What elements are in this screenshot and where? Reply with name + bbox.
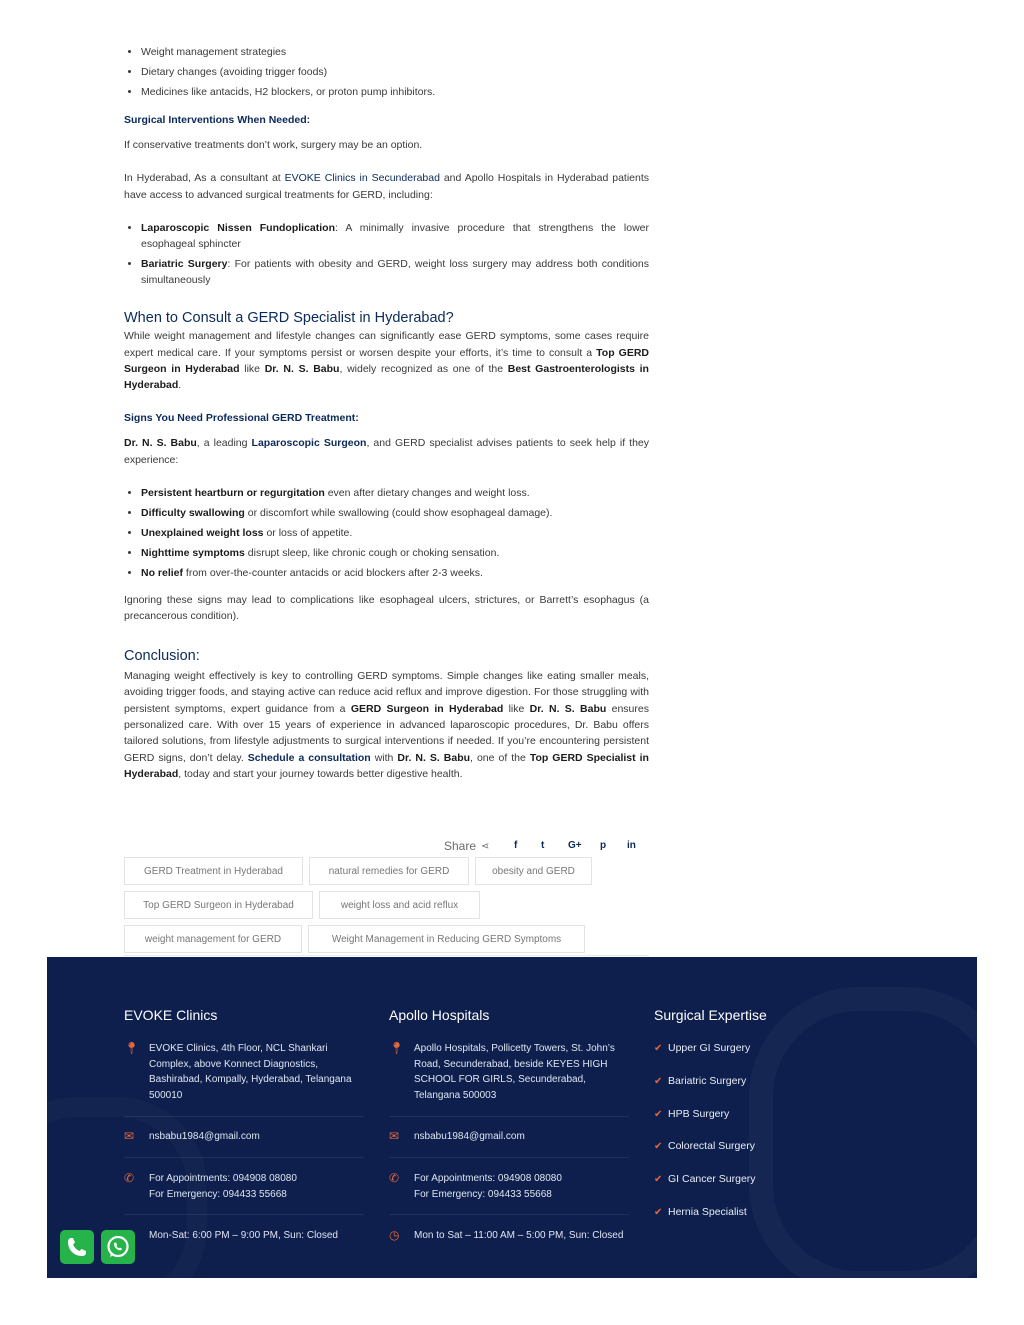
phone-icon: ✆: [124, 1171, 135, 1185]
call-button[interactable]: [60, 1230, 94, 1264]
signs-heading: Signs You Need Professional GERD Treatment:: [124, 412, 359, 425]
phone-icon: [60, 1230, 94, 1264]
tag-link[interactable]: Top GERD Surgeon in Hyderabad: [124, 891, 313, 919]
envelope-icon: ✉: [124, 1129, 135, 1143]
divider: [389, 1116, 629, 1117]
clock-icon: ◷: [389, 1228, 400, 1242]
site-footer: [47, 957, 977, 1278]
divider: [124, 1214, 364, 1215]
evoke-clinics-link[interactable]: EVOKE Clinics in Secunderabad: [284, 172, 440, 185]
check-icon: ✔: [654, 1075, 663, 1087]
facebook-icon[interactable]: f: [514, 840, 518, 851]
article-body: [124, 44, 649, 783]
whatsapp-button[interactable]: [101, 1230, 135, 1264]
apollo-column: [389, 1005, 629, 1242]
list-item: • Weight management strategies: [141, 44, 649, 60]
list-item: • Laparoscopic Nissen Fundoplication: A minimally invasive procedure that strengthens the lower esophageal sphincter: [141, 220, 649, 253]
consult-heading: When to Consult a GERD Specialist in Hyderabad?: [124, 309, 454, 326]
tag-link[interactable]: Weight Management in Reducing GERD Symptoms: [308, 925, 585, 953]
tags-divider: [124, 955, 649, 956]
check-icon: ✔: [654, 1206, 663, 1218]
intro-list: [124, 44, 649, 100]
expertise-item[interactable]: ✔ Hernia Specialist: [654, 1206, 747, 1218]
apollo-email[interactable]: ✉ nsbabu1984@gmail.com: [389, 1129, 525, 1143]
evoke-phones: ✆ For Appointments: 094908 08080 For Emergency: 094433 55668: [124, 1171, 364, 1202]
google-plus-icon[interactable]: G+: [568, 840, 582, 851]
list-item: • Persistent heartburn or regurgitation even after dietary changes and weight loss.: [141, 485, 649, 501]
location-pin-icon: 📍︎: [124, 1041, 140, 1055]
check-icon: ✔: [654, 1140, 663, 1152]
location-pin-icon: 📍︎: [389, 1041, 405, 1055]
surgical-paragraph-2: In Hyderabad, As a consultant at EVOKE Clinics in Secunderabad and Apollo Hospitals in Hyderabad patients have access to advanced surgical treatments for GERD, including:: [124, 172, 649, 201]
expertise-item[interactable]: ✔ Colorectal Surgery: [654, 1140, 755, 1152]
apollo-title: Apollo Hospitals: [389, 1007, 490, 1023]
share-label: Share ⋖: [444, 839, 490, 853]
expertise-item[interactable]: ✔ Bariatric Surgery: [654, 1075, 747, 1087]
apollo-phones: ✆ For Appointments: 094908 08080 For Emergency: 094433 55668: [389, 1171, 629, 1202]
evoke-column: [124, 1005, 364, 1241]
tag-link[interactable]: weight loss and acid reflux: [319, 891, 480, 919]
evoke-title: EVOKE Clinics: [124, 1007, 218, 1023]
expertise-item[interactable]: ✔ HPB Surgery: [654, 1108, 730, 1120]
consult-paragraph: While weight management and lifestyle changes can significantly ease GERD symptoms, some cases require expert medical care. If your symptoms persist or worsen despite your efforts, it’s time to consult a Top GERD Surgeon in Hyderabad like Dr. N. S. Babu, widely recognized as one of the Best Gastroenterologists in Hyderabad.: [124, 330, 649, 392]
twitter-icon[interactable]: t: [541, 840, 545, 851]
check-icon: ✔: [654, 1108, 663, 1120]
list-item: • Medicines like antacids, H2 blockers, or proton pump inhibitors.: [141, 84, 649, 100]
phone-icon: ✆: [389, 1171, 400, 1185]
ignore-paragraph: Ignoring these signs may lead to complications like esophageal ulcers, strictures, or Barrett’s esophagus (a precancerous condition).: [124, 593, 649, 622]
check-icon: ✔: [654, 1042, 663, 1054]
expertise-item[interactable]: ✔ Upper GI Surgery: [654, 1042, 751, 1054]
evoke-hours: Mon-Sat: 6:00 PM – 9:00 PM, Sun: Closed: [124, 1228, 364, 1244]
list-item: • Unexplained weight loss or loss of appetite.: [141, 525, 649, 541]
divider: [389, 1157, 629, 1158]
check-icon: ✔: [654, 1173, 663, 1185]
apollo-address: 📍︎ Apollo Hospitals, Pollicetty Towers, St. John’s Road, Secunderabad, beside KEYES HIGH SCHOOL FOR GIRLS, Secunderabad, Telangana 500003: [389, 1041, 629, 1103]
list-item: • Bariatric Surgery: For patients with obesity and GERD, weight loss surgery may address both conditions simultaneously: [141, 256, 649, 289]
list-item: • Dietary changes (avoiding trigger foods): [141, 64, 649, 80]
apollo-hours: ◷ Mon to Sat – 11:00 AM – 5:00 PM, Sun: Closed: [389, 1228, 624, 1242]
evoke-address: 📍︎ EVOKE Clinics, 4th Floor, NCL Shankari Complex, above Konnect Diagnostics, Bashirabad, Kompally, Hyderabad, Telangana 500010: [124, 1041, 364, 1103]
expertise-title: Surgical Expertise: [654, 1007, 767, 1023]
laparoscopic-surgeon-link[interactable]: Laparoscopic Surgeon: [251, 437, 367, 450]
whatsapp-icon: [101, 1230, 135, 1264]
surgical-paragraph-1: If conservative treatments don’t work, surgery may be an option.: [124, 139, 423, 152]
share-icon: ⋖: [481, 840, 490, 852]
divider: [389, 1214, 629, 1215]
list-item: • Nighttime symptoms disrupt sleep, like chronic cough or choking sensation.: [141, 545, 649, 561]
surgical-list: [124, 220, 649, 289]
schedule-consultation-link[interactable]: Schedule a consultation: [247, 751, 371, 764]
signs-paragraph: Dr. N. S. Babu, a leading Laparoscopic Surgeon, and GERD specialist advises patients to seek help if they experience:: [124, 437, 650, 466]
expertise-item[interactable]: ✔ GI Cancer Surgery: [654, 1173, 756, 1185]
divider: [124, 1157, 364, 1158]
footer-decoration: [749, 987, 977, 1278]
evoke-email[interactable]: ✉ nsbabu1984@gmail.com: [124, 1129, 260, 1143]
tag-link[interactable]: weight management for GERD: [124, 925, 302, 953]
envelope-icon: ✉: [389, 1129, 400, 1143]
conclusion-paragraph: Managing weight effectively is key to controlling GERD symptoms. Simple changes like eating smaller meals, avoiding trigger foods, and staying active can reduce acid reflux and improve digestion. For those struggling with persistent symptoms, expert guidance from a GERD Surgeon in Hyderabad like Dr. N. S. Babu ensures personalized care. With over 15 years of experience in advanced laparoscopic procedures, Dr. Babu offers tailored solutions, from lifestyle adjustments to surgical interventions if needed. If you’re encountering persistent GERD signs, don’t delay. Schedule a consultation with Dr. N. S. Babu, one of the Top GERD Specialist in Hyderabad, today and start your journey towards better digestive health.: [124, 669, 649, 781]
pinterest-icon[interactable]: p: [600, 840, 607, 851]
list-item: • Difficulty swallowing or discomfort while swallowing (could show esophageal damage).: [141, 505, 649, 521]
signs-list: [124, 485, 649, 581]
divider: [124, 1116, 364, 1117]
list-item: • No relief from over-the-counter antacids or acid blockers after 2-3 weeks.: [141, 565, 649, 581]
conclusion-heading: Conclusion:: [124, 648, 200, 665]
tag-link[interactable]: GERD Treatment in Hyderabad: [124, 857, 303, 885]
tag-link[interactable]: obesity and GERD: [475, 857, 592, 885]
linkedin-icon[interactable]: in: [627, 840, 636, 851]
tag-link[interactable]: natural remedies for GERD: [309, 857, 469, 885]
surgical-heading: Surgical Interventions When Needed:: [124, 114, 311, 127]
